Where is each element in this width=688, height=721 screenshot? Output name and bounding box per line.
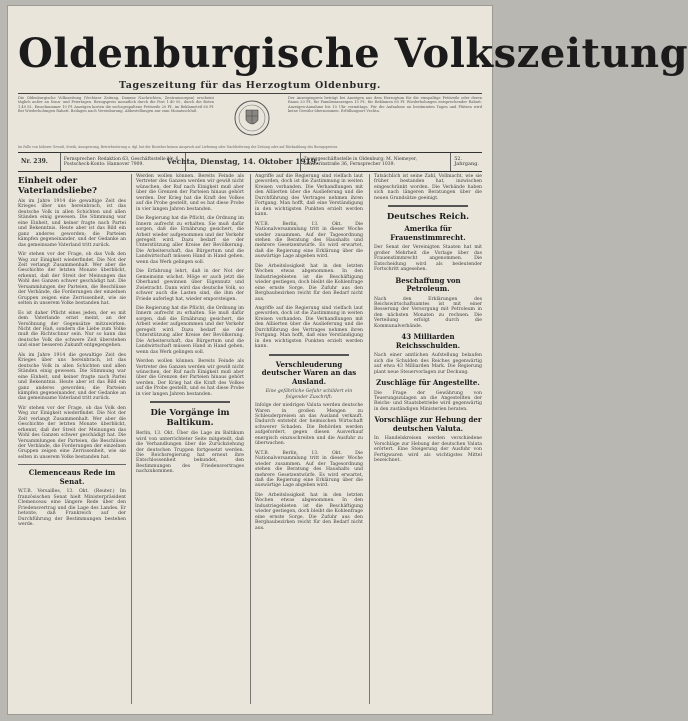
masthead-subtitle: Tageszeitung für das Herzogtum Oldenburg. [119,80,381,91]
article-paragraph: W.T.B. Berlin, 13. Okt. Die Nationalversammlung tritt in dieser Woche wieder zusammen. Auf der Tagesordnung stehen die Beratung des Haushalts und mehrere Gesetzentwürfe. Es wird erwartet, daß die Regierung eine Erklärung über die auswärtige Lage abgeben wird. [255,450,363,489]
issue-number: Nr. 239. [18,153,61,171]
column-4 [374,174,482,704]
section-headline: Verschleuderung deutscher Waren an das Ausland. [261,359,357,386]
article-paragraph: Die Arbeitslosigkeit hat in den letzten Wochen etwas abgenommen. In den Industriegebieten ist die Beschäftigung wieder gestiegen, doch bleibt die Kohlenfrage eine ernste Sorge. Die Zufuhr aus den Bergbaubezirken reicht für den Bedarf nicht aus. [255,492,363,531]
subscription-notice: Die Oldenburgische Volkszeitung (Vechtaer Zeitung, Damme Nachrichten, Zentrumsorgan) erscheint täglich außer an Sonn- und Feiertagen. Bezugspreis monatlich durch die Post 1.40 M., durch die Boten 1.40 M., Einzelnummer 10 Pf. Anzeigen kosten die sechsgespaltene Petitzeile 20 Pf., im Reklameteil 60 Pf. Bei Wiederholungen Rabatt. Beilagen nach Vereinbarung. Abbestellungen nur zum Monatsschluß. [18,96,214,113]
article-paragraph: Angriffe auf die Regierung sind vielfach laut geworden, doch ist die Zustimmung in weiten Kreisen vorhanden. Die Verhandlungen mit den Alliierten über die Auslieferung und die Durchführung des Vertrages nehmen ihren Fortgang. Man hofft, daß eine Verständigung in den wichtigsten Punkten erzielt werden kann. [255,174,363,218]
masthead-rule [18,93,482,94]
item-title: 43 Milliarden Reichsschulden. [395,332,461,350]
item-body: In Handelskreisen werden verschiedene Vorschläge zur Hebung der deutschen Valuta erörtert. Eine Steigerung der Ausfuhr von Fertigwaren wird als wichtigstes Mittel bezeichnet. [374,436,482,464]
article-paragraph: Wir stehen vor der Frage, ob das Volk den Weg zur Einigkeit wiederfindet. Die Not der Zeit verlangt Zusammenhalt. Wer aber die Geschichte der letzten Monate überblickt, erkennt, daß der Streit der Meinungen das Wohl des Ganzen schwer geschädigt hat. Die Versammlungen der Parteien, die Beschlüsse der Verbände, die Forderungen der einzelnen Gruppen zeigen eine Zerrissenheit, wie sie selten in unserem Volke bestanden hat. [18,405,126,460]
column-3 [255,174,363,704]
section-divider [269,354,349,356]
article-paragraph: Werden wollen können. Bereits Feinde als Vertreter des Ganzen werden wir gewiß nicht wünschen, der Ruf nach Einigkeit muß aber über die Grenzen der Parteien hinaus gehört werden. Der Krieg hat die Kraft des Volkes auf die Probe gestellt, und es hat diese Probe in vier langen Jahren bestanden. [136,174,244,212]
item-title: Beschaffung von Petroleum. [395,275,461,294]
branch-office: Zweiggeschäftsstelle in Oldenburg: M. Niemeyer, Schwerinstraße 36, Fernsprecher 1039. [301,153,452,171]
item-body: Die Frage der Gewährung von Teuerungszulagen an die Angestellten der Reichs- und Staatsbetriebe wird gegenwärtig in den zuständigen Ministerien beraten. [374,390,482,412]
item-body: Nach den Erklärungen des Reichswirtschaftsamtes ist mit einer Besserung der Versorgung mit Petroleum in den nächsten Monaten zu rechnen. Die Verteilung erfolgt durch die Kommunalverbände. [374,296,482,329]
issue-info-bar [18,152,482,172]
section-divider [150,401,230,403]
column-rule [131,174,132,704]
coat-of-arms-icon [232,98,272,138]
item-body: Nach einer amtlichen Aufstellung belaufen sich die Schulden des Reiches gegenwärtig auf etwa 43 Milliarden Mark. Die Regierung plant neue Steuervorlagen zur Deckung. [374,353,482,375]
item-title: Vorschläge zur Hebung der deutschen Valuta. [374,415,482,433]
article-paragraph: W.T.B. Berlin, 13. Okt. Die Nationalversammlung tritt in dieser Woche wieder zusammen. Auf der Tagesordnung stehen die Beratung des Haushalts und mehrere Gesetzentwürfe. Es wird erwartet, daß die Regierung eine Erklärung über die auswärtige Lage abgeben wird. [255,221,363,260]
section-divider [388,205,468,207]
article-paragraph: W.T.B. Versailles, 13. Okt. (Reuter.) Im französischen Senat hielt Ministerpräsident Clemenceau eine längere Rede über den Friedensvertrag und die Lage des Landes. Er betonte, daß Frankreich auf der Durchführung der Bestimmungen bestehen werde. [18,489,126,528]
article-paragraph: Die Regierung hat die Pflicht, die Ordnung im Innern aufrecht zu erhalten. Sie muß dafür sorgen, daß die Ernährung gesichert, die Arbeit wieder aufgenommen und der Verkehr geregelt wird. Dazu bedarf sie der Unterstützung aller Kreise der Bevölkerung. Die Arbeiterschaft, das Bürgertum und die Landwirtschaft müssen Hand in Hand gehen, wenn das Werk gelingen soll. [136,305,244,355]
article-paragraph: Berlin, 13. Okt. Über die Lage im Baltikum wird von unterrichteter Seite mitgeteilt, daß die Verhandlungen über die Zurückziehung der deutschen Truppen fortgesetzt werden. Die Reichsregierung hat erneut ihre Entschlossenheit bekundet, den Bestimmungen des Friedensvertrages nachzukommen. [136,431,244,475]
item-body: Der Senat der Vereinigten Staaten hat mit großer Mehrheit die Vorlage über das Frauenstimmrecht angenommen. Die Entscheidung wird als bedeutender Fortschritt angesehen. [374,245,482,273]
article-paragraph: Wir stehen vor der Frage, ob das Volk den Weg zur Einigkeit wiederfindet. Die Not der Zeit verlangt Zusammenhalt. Wer aber die Geschichte der letzten Monate überblickt, erkennt, daß der Streit der Meinungen das Wohl des Ganzen schwer geschädigt hat. Die Versammlungen der Parteien, die Beschlüsse der Verbände, die Forderungen der einzelnen Gruppen zeigen eine Zerrissenheit, wie sie selten in unserem Volke bestanden hat. [18,252,126,307]
article-paragraph: Es ist daher Pflicht eines jeden, der es mit dem Vaterlande ernst meint, an der Versöhnung der Gegensätze mitzuwirken. Nicht der Haß, sondern die Liebe zum Volke muß die Richtschnur sein. Nur so kann das deutsche Volk die schwere Zeit überstehen und einer besseren Zukunft entgegengehen. [18,310,126,349]
masthead-title: Oldenburgische Volkszeitung [18,30,688,77]
section-subheading: Eine gefährliche Gefahr schildert ein folgender Zuschrift: [265,389,353,400]
article-headline: Einheit oder Vaterlandsliebe? [18,176,97,196]
article-paragraph: Als im Jahre 1914 die gewaltige Zeit des Krieges über uns hereinbrach, ist das deutsche Volk in allen Schichten und allen Ständen einig gewesen. Die Stimmung war eine Einheit, und keiner fragte nach Partei und Bekenntnis. Heute aber ist das Bild ein ganz anderes geworden; die Parteien kämpfen gegeneinander, und der Gedanke an das gemeinsame Vaterland tritt zurück. [18,352,126,402]
article-paragraph: Werden wollen können. Bereits Feinde als Vertreter des Ganzen werden wir gewiß nicht wünschen, der Ruf nach Einigkeit muß aber über die Grenzen der Parteien hinaus gehört werden. Der Krieg hat die Kraft des Volkes auf die Probe gestellt, und es hat diese Probe in vier langen Jahren bestanden. [136,359,244,397]
article-paragraph: Die Erfahrung lehrt, daß in der Not der Gemeinsinn wächst. Möge er auch jetzt die Oberhand gewinnen über Eigennutz und Zwietracht. Dann wird das deutsche Volk, so schwer auch die Lasten sind, die ihm der Friede auferlegt hat, wieder emporsteigen. [136,269,244,302]
article-paragraph: Die Arbeitslosigkeit hat in den letzten Wochen etwas abgenommen. In den Industriegebieten ist die Beschäftigung wieder gestiegen, doch bleibt die Kohlenfrage eine ernste Sorge. Die Zufuhr aus den Bergbaubezirken reicht für den Bedarf nicht aus. [255,263,363,302]
article-paragraph: Tatsächlich ist seine Zahl, Vollmacht, wie sie früher bestanden hat, inzwischen eingeschränkt worden. Die Verbände haben sich nach längeren Beratungen über die neuen Grundsätze geeinigt. [374,174,482,201]
newspaper-page [8,6,688,714]
delivery-footnote: Im Falle von höherer Gewalt, Streik, Aussperrung, Betriebsstörung u. dgl. hat der Bezieher keinen Anspruch auf Lieferung oder Nachlieferung der Zeitung oder auf Rückzahlung des Bezugspreises. [18,145,339,149]
volume-year: 52. Jahrgang. [454,155,479,167]
column-2 [136,174,244,704]
section-headline: Deutsches Reich. [386,212,470,223]
editorial-contact: Fernsprecher: Redaktion 63, Geschäftsstelle Nr. 6. Postscheck-Konto: Hannover 7909. [61,153,186,171]
article-paragraph: Als im Jahre 1914 die gewaltige Zeit des Krieges über uns hereinbrach, ist das deutsche Volk in allen Schichten und allen Ständen einig gewesen. Die Stimmung war eine Einheit, und keiner fragte nach Partei und Bekenntnis. Heute aber ist das Bild ein ganz anderes geworden; die Parteien kämpfen gegeneinander, und der Gedanke an das gemeinsame Vaterland tritt zurück. [18,199,126,248]
article-paragraph: Angriffe auf die Regierung sind vielfach laut geworden, doch ist die Zustimmung in weiten Kreisen vorhanden. Die Verhandlungen mit den Alliierten über die Auslieferung und die Durchführung des Vertrages nehmen ihren Fortgang. Man hofft, daß eine Verständigung in den wichtigsten Punkten erzielt werden kann. [255,305,363,350]
section-headline: Clemenceaus Rede im Senat. [28,468,116,486]
article-paragraph: Die Regierung hat die Pflicht, die Ordnung im Innern aufrecht zu erhalten. Sie muß dafür sorgen, daß die Ernährung gesichert, die Arbeit wieder aufgenommen und der Verkehr geregelt wird. Dazu bedarf sie der Unterstützung aller Kreise der Bevölkerung. Die Arbeiterschaft, das Bürgertum und die Landwirtschaft müssen Hand in Hand gehen, wenn das Werk gelingen soll. [136,216,244,265]
column-1 [18,174,126,704]
issue-date: Vechta, Dienstag, 14. Oktober 1919. [186,153,301,171]
article-paragraph: Infolge der niedrigen Valuta werden deutsche Waren in großen Mengen zu Schleuderpreisen an das Ausland verkauft. Dadurch entsteht der heimischen Wirtschaft schwerer Schaden. Die Behörden werden aufgefordert, gegen diesen Ausverkauf energisch einzuschreiten und die Ausfuhr zu überwachen. [255,403,363,447]
item-title: Zuschläge für Angestellte. [376,378,480,388]
section-divider [18,464,126,465]
advertising-notice: Der Anzeigenpreis beträgt bei Anzeigen aus dem Herzogtum für die einspaltige Petitzeile oder deren Raum 20 Pf., für Familienanzeigen 15 Pf., für Reklamen 60 Pf. Wiederholungen entsprechender Rabatt. Anzeigen-Annahme bis 10 Uhr vormittags. Für die Aufnahme an bestimmten Tagen und Plätzen wird keine Gewähr übernommen. Erfüllungsort Vechta. [288,96,482,113]
section-headline: Die Vorgänge im Baltikum. [150,408,230,429]
column-rule [369,174,370,704]
column-rule [250,174,251,704]
item-title: Amerika für Frauenstimmrecht. [390,224,466,242]
